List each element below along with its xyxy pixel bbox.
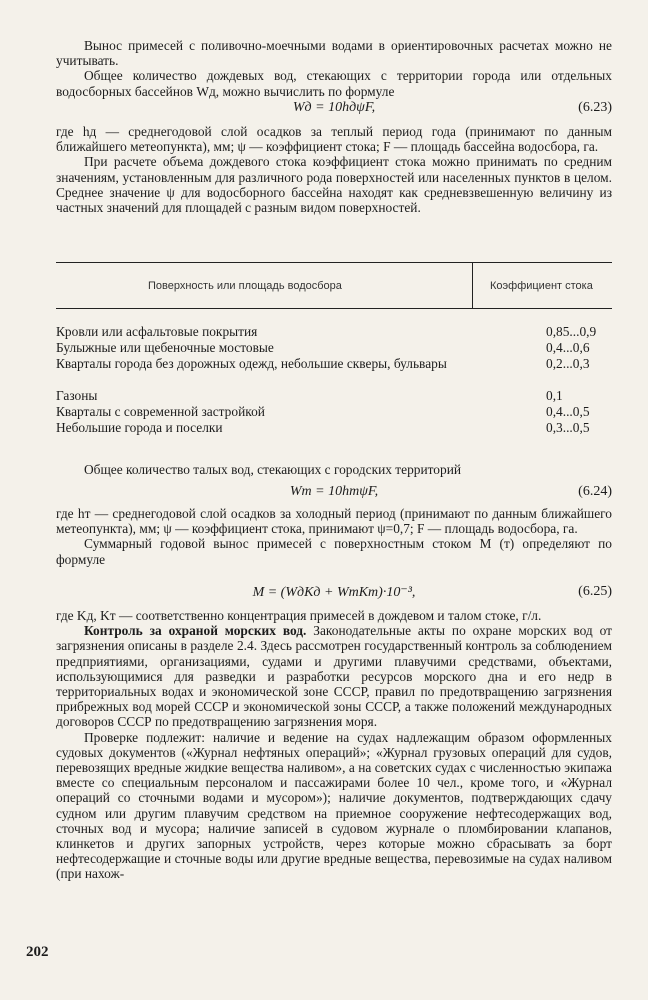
paragraph: Суммарный годовой вынос примесей с поверхностным стоком M (т) определяют по формуле (56, 536, 612, 567)
table-header-surface: Поверхность или площадь водосбора (148, 280, 342, 292)
table-column-divider (472, 262, 473, 308)
paragraph: где Kд, Kт — соответственно концентрация примесей в дождевом и талом стоке, г/л. (56, 608, 542, 623)
paragraph-marine-control (56, 623, 612, 729)
table-cell-label: Кварталы с современной застройкой (56, 404, 265, 419)
table-header-rule (56, 308, 612, 309)
table-cell-label: Небольшие города и поселки (56, 420, 223, 435)
paragraph: Вынос примесей с поливочно-моечными водами в ориентировочных расчетах можно не учитывать. (56, 38, 612, 69)
paragraph: Общее количество дождевых вод, стекающих с территории города или отдельных водосборных бассейнов Wд, можно вычислить по формуле (56, 68, 612, 99)
page-number: 202 (26, 944, 49, 960)
paragraph-intro (56, 38, 612, 99)
formula-number: (6.25) (578, 584, 612, 599)
formula-expression: Wт = 10hтψF, (289, 484, 379, 499)
formula-6-25 (56, 584, 612, 602)
formula-expression: M = (WдKд + WтKт)·10⁻³, (252, 585, 416, 600)
formula-number: (6.24) (578, 484, 612, 499)
formula-6-24 (56, 484, 612, 502)
table-cell-value: 0,85...0,9 (546, 324, 597, 339)
table-cell-value: 0,4...0,5 (546, 404, 590, 419)
paragraph: где hт — среднегодовой слой осадков за холодный период (принимают по данным ближайшего метеопункта), мм; ψ — коэффициент стока, принимают ψ=0,7; F — площадь водосбора, га. (56, 506, 612, 537)
formula-number: (6.23) (578, 100, 612, 115)
paragraph: где hд — среднегодовой слой осадков за теплый период года (принимают по данным ближайшего метеопункта), мм; ψ — коэффициент стока; F — площадь бассейна водосбора, га. (56, 124, 612, 155)
paragraph: При расчете объема дождевого стока коэффициент стока можно принимать по средним значениям, установленным для различного рода поверхностей или населенных пунктов в целом. Среднее значение ψ для водосборного бассейна находят как средневзвешенную величину из частных значений для площадей с разным видом поверхностей. (56, 154, 612, 216)
table-cell-value: 0,3...0,5 (546, 420, 590, 435)
paragraph-block (56, 462, 612, 477)
formula-6-23 (56, 100, 612, 118)
table-cell-value: 0,4...0,6 (546, 340, 590, 355)
paragraph: Общее количество талых вод, стекающих с городских территорий (84, 462, 462, 477)
table-top-rule (56, 262, 612, 263)
table-header-coefficient: Коэффициент стока (490, 280, 593, 292)
table-cell-value: 0,1 (546, 388, 563, 403)
paragraph-text: Законодательные акты по охране морских вод от загрязнения описаны в разделе 2.4. Здесь рассмотрен государственный контроль за соблюдением предприятиями, организациями, судами и другими плавучими средствами, объектами, использующимися для разведки и разработки ресурсов морского дна и его недр в территориальных водах и экономической зоне СССР, правил по предотвращению загрязнения прибрежных вод морей СССР и экономической зоны СССР, а также положений международных договоров СССР по предотвращению загрязнения моря. (56, 623, 612, 730)
formula-expression: Wд = 10hдψF, (292, 100, 376, 115)
paragraph-block (56, 506, 612, 567)
paragraph-block (56, 124, 612, 215)
paragraph: Проверке подлежит: наличие и ведение на судах надлежащим образом оформленных судовых документов («Журнал нефтяных операций»; «Журнал грузовых операций для судов, перевозящих вредные жидкие вещества наливом», а на советских судах с численностью экипажа вместе со специальным персоналом и пассажирами более 10 чел., кроме того, и «Журнал операций со сточными водами и мусором»); наличие документов, подтверждающих сдачу судном или другим плавучим средством на приемное сооружение нефтесодержащих вод, сточных вод и мусора; наличие записей в судовом журнале о пломбировании клапанов, клинкетов и других запорных устройств, через которые можно сбрасывать за борт нефтесодержащие и сточные воды или другие вредные вещества, перевозимые на судах наливом (при нахож- (56, 729, 612, 882)
table-cell-label: Кварталы города без дорожных одежд, небольшие скверы, бульвары (56, 356, 447, 371)
table-cell-label: Кровли или асфальтовые покрытия (56, 324, 258, 339)
table-cell-label: Булыжные или щебеночные мостовые (56, 340, 274, 355)
paragraph-block (56, 608, 612, 882)
table-cell-value: 0,2...0,3 (546, 356, 590, 371)
table-cell-label: Газоны (56, 388, 98, 403)
section-heading: Контроль за охраной морских вод. (84, 623, 307, 639)
